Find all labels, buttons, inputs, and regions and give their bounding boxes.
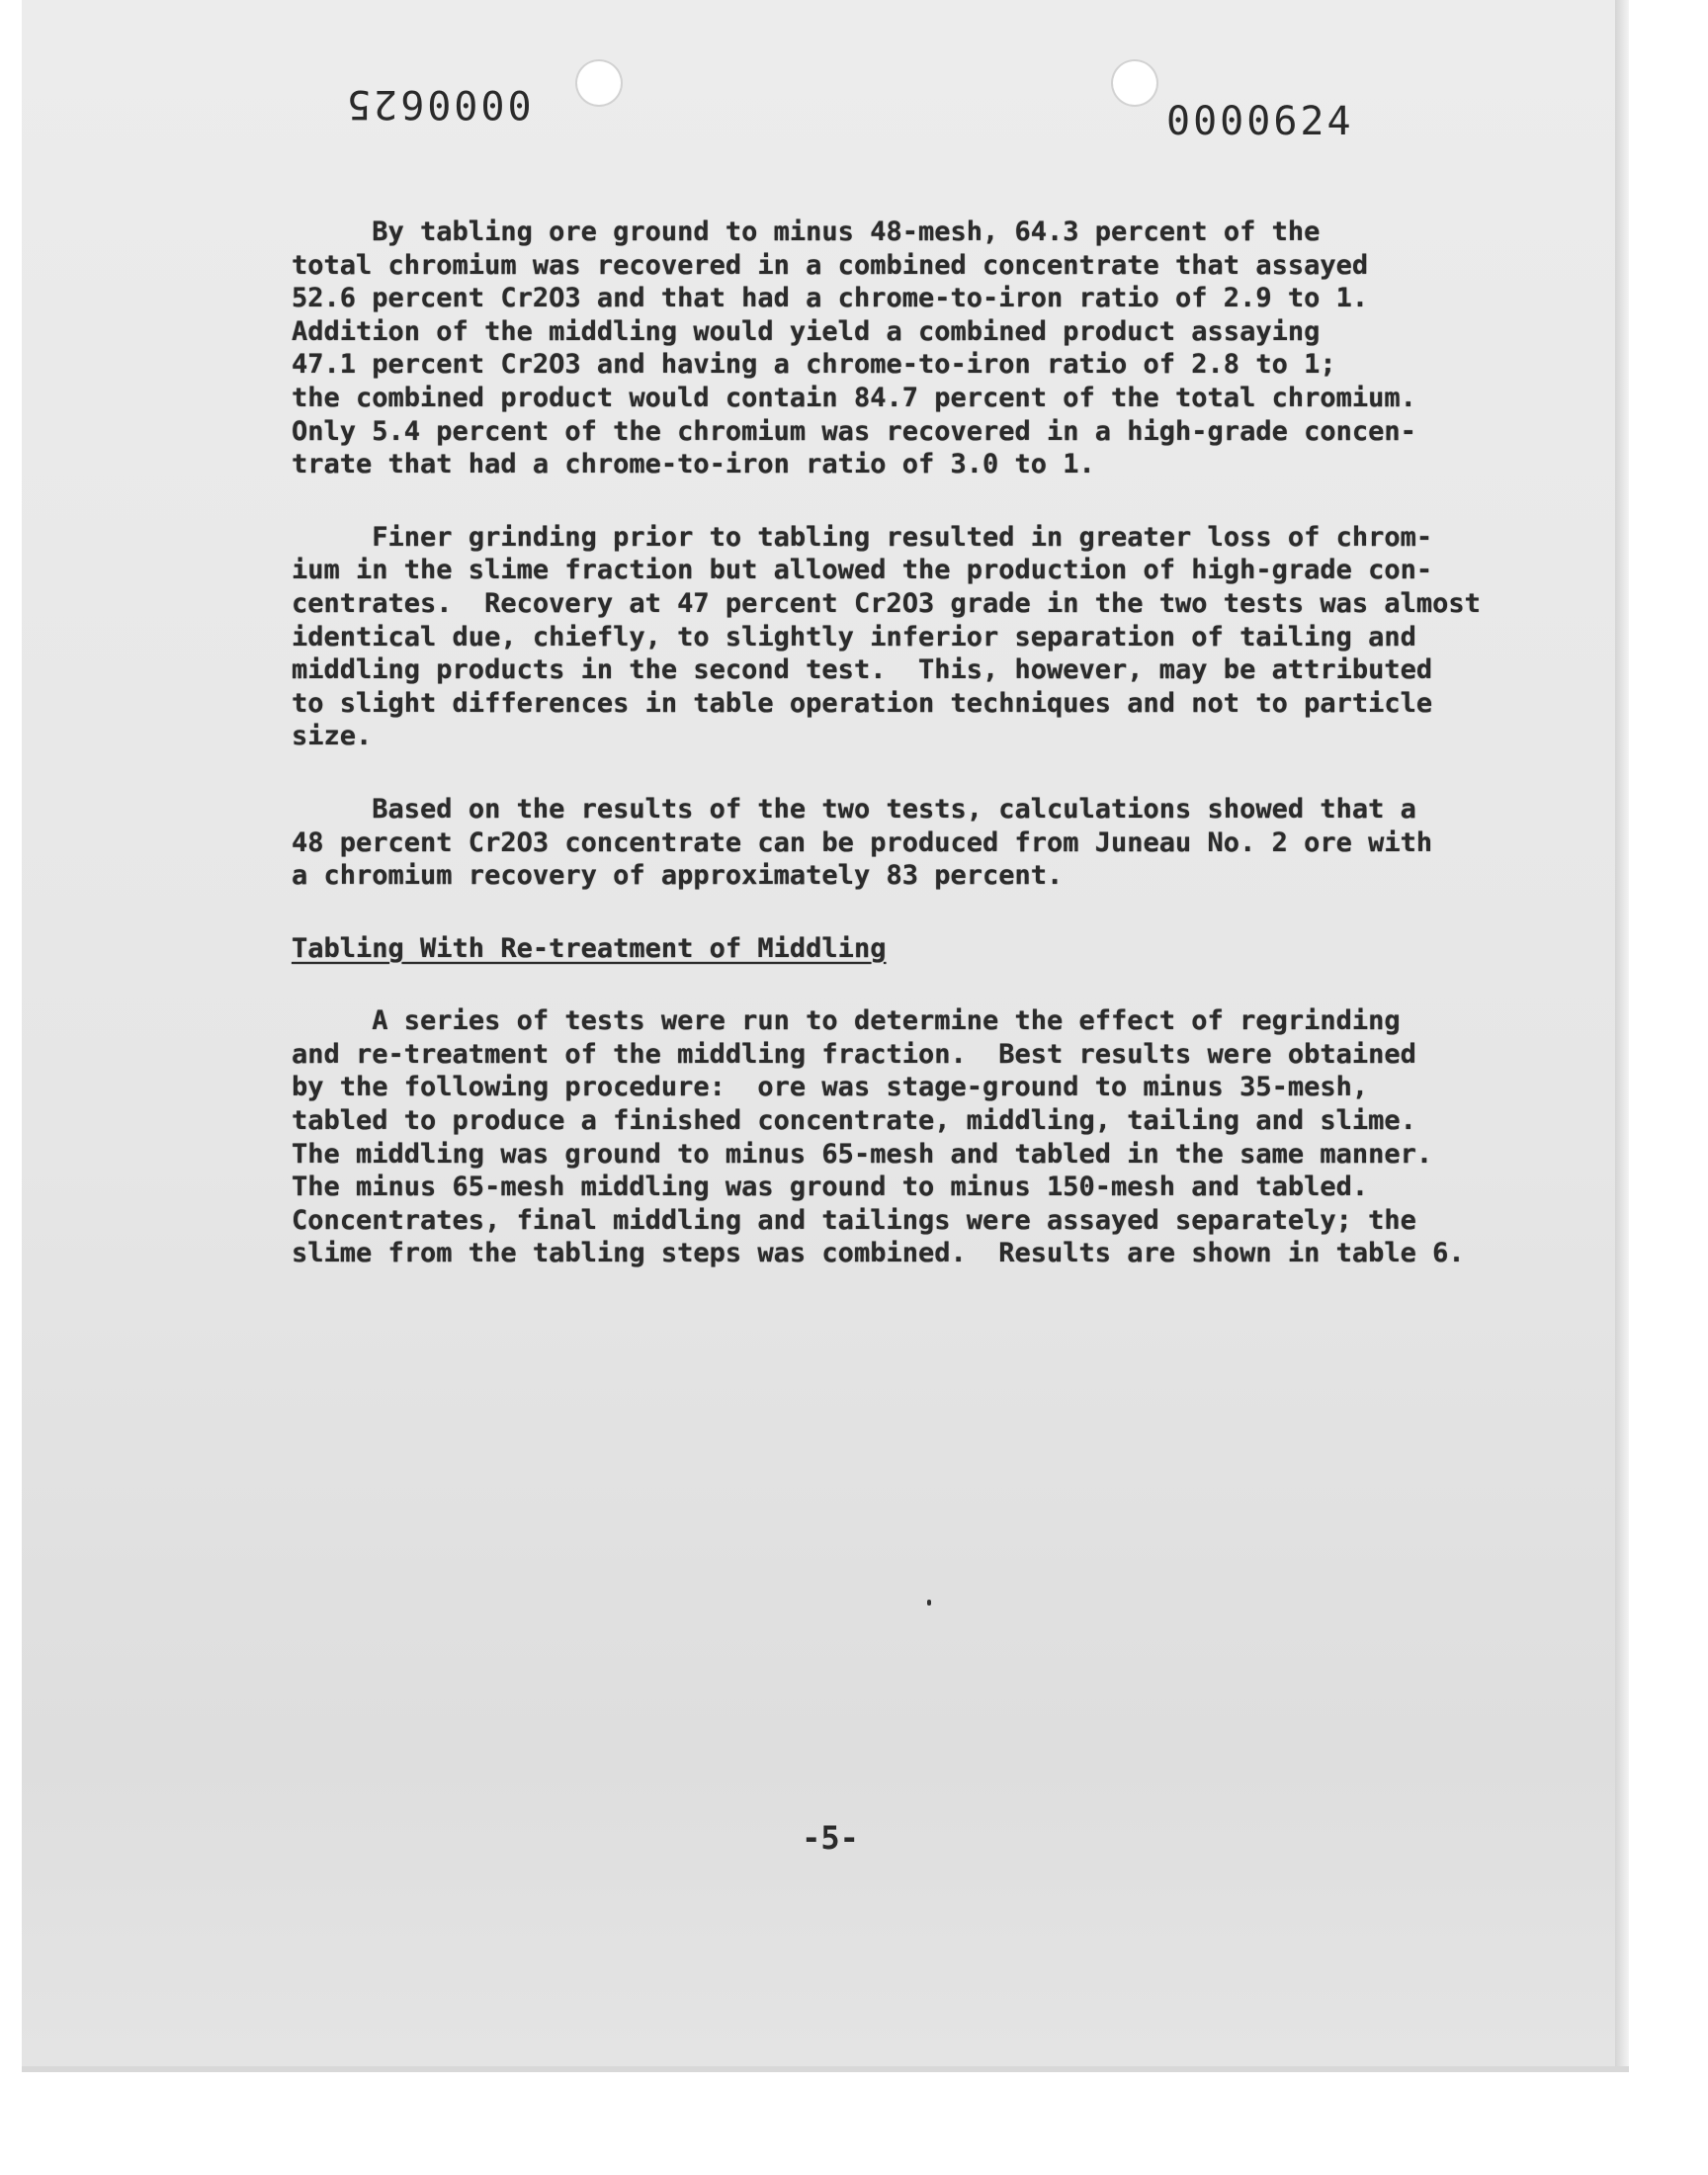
section-heading: Tabling With Re-treatment of Middling [292, 932, 887, 964]
page-number: -5- [802, 1819, 859, 1857]
paragraph-tabling-results: By tabling ore ground to minus 48-mesh, 64.3 percent of the total chromium was recovered in a combined concentrate that assayed 52.6 percent Cr2O3 and that had a chrome-to-iron ratio of 2.9 to 1. Addition of the middling would yield a combined product assaying 47.1 percent Cr2O3 and having a chrome-to-iron ratio of 2.8 to 1; the combined product would contain 84.7 percent of the total chromium. Only 5.4 percent of the chromium was recovered in a high-grade concen- trate that had a chrome-to-iron ratio of 3.0 to 1. [292, 217, 1416, 480]
scan-speck [927, 1600, 931, 1606]
document-body [292, 216, 1539, 1310]
bleed-through-page-stamp: 0000625 [344, 81, 532, 127]
paragraph-retreatment: A series of tests were run to determine the effect of regrinding and re-treatment of the middling fraction. Best results were obtained by the following procedure: ore was stage-ground to minus 35-mesh, tabled to produce a finished concentrate, middling, tailing and slime. The middling was ground to minus 65-mesh and tabled in the same manner. The minus 65-mesh middling was ground to minus 150-mesh and tabled. Concentrates, final middling and tailings were assayed separately; the slime from the tabling steps was combined. Results are shown in table 6. [292, 1005, 1465, 1269]
page-edge [1615, 0, 1629, 2066]
page-edge-bottom [22, 2066, 1629, 2072]
punch-hole-left [577, 61, 621, 105]
punch-hole-right [1113, 61, 1156, 105]
paragraph-finer-grinding: Finer grinding prior to tabling resulted in greater loss of chrom- ium in the slime fraction but allowed the production of high-grade con- centrates. Recovery at 47 percent Cr2O3 grade in the two tests was almost identical due, chiefly, to slightly inferior separation of tailing and middling products in the second test. This, however, may be attributed to slight differences in table operation techniques and not to particle size. [292, 521, 1481, 752]
page-stamp-number: 0000624 [1166, 99, 1354, 144]
paragraph-calculations: Based on the results of the two tests, calculations showed that a 48 percent Cr2O3 concentrate can be produced from Juneau No. 2 ore with a chromium recovery of approximately 83 percent. [292, 793, 1433, 892]
